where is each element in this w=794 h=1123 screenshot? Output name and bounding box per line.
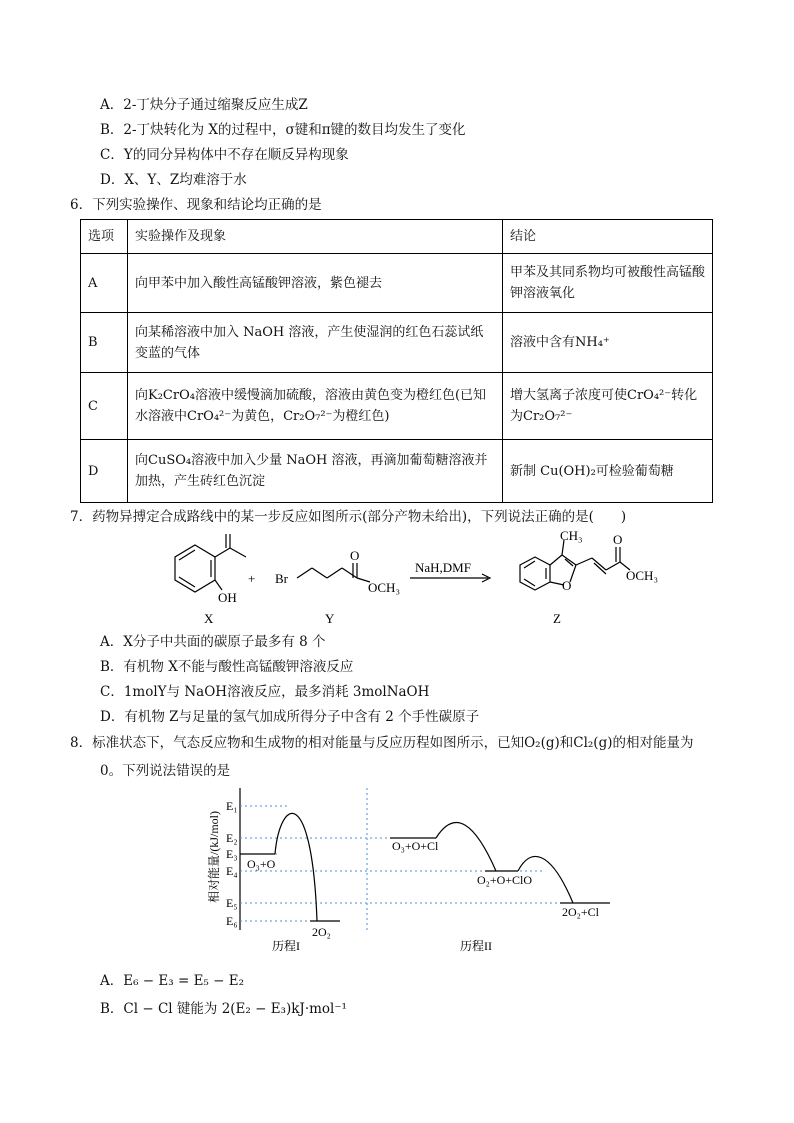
table-row bbox=[81, 440, 713, 503]
row-label: B bbox=[81, 313, 128, 373]
y-label: Y bbox=[325, 611, 335, 626]
q8-option-b: B．Cl − Cl 键能为 2(E₂ − E₃)kJ·mol⁻¹ bbox=[100, 1001, 347, 1017]
level-e4: E₄ bbox=[226, 864, 238, 878]
q8-option-a: A．E₆ − E₃ = E₅ − E₂ bbox=[100, 973, 244, 989]
row-conclusion: 甲苯及其同系物均可被酸性高锰酸钾溶液氧化 bbox=[503, 254, 713, 313]
row-label: C bbox=[81, 373, 128, 440]
z-label: Z bbox=[553, 611, 561, 626]
table-row bbox=[81, 254, 713, 313]
level-e5: E₅ bbox=[226, 896, 238, 910]
q7-option-b: B．有机物 X不能与酸性高锰酸钾溶液反应 bbox=[100, 659, 354, 675]
q5-option-b: B．2-丁炔转化为 X的过程中，σ键和π键的数目均发生了变化 bbox=[100, 122, 466, 138]
z-ring-o: O bbox=[562, 578, 572, 593]
row-operation: 向甲苯中加入酸性高锰酸钾溶液，紫色褪去 bbox=[128, 254, 503, 313]
level-e6: E₆ bbox=[226, 914, 238, 928]
q7-option-c: C．1molY与 NaOH溶液反应，最多消耗 3molNaOH bbox=[100, 684, 430, 700]
z-ch3: CH₃ bbox=[560, 530, 583, 543]
q6-stem: 6．下列实验操作、现象和结论均正确的是 bbox=[70, 197, 322, 213]
path2-label: 历程II bbox=[460, 939, 492, 953]
header-operation: 实验操作及现象 bbox=[128, 220, 503, 254]
species-o3-o: O₃+O bbox=[247, 857, 276, 871]
q6-table bbox=[80, 219, 713, 503]
row-operation: 向CuSO₄溶液中加入少量 NaOH 溶液，再滴加葡萄糖溶液并加热，产生砖红色沉淀 bbox=[128, 440, 503, 503]
row-label: D bbox=[81, 440, 128, 503]
row-operation: 向某稀溶液中加入 NaOH 溶液，产生使湿润的红色石蕊试纸变蓝的气体 bbox=[128, 313, 503, 373]
q5-option-a: A．2-丁炔分子通过缩聚反应生成Z bbox=[100, 97, 308, 113]
reagent-label: NaH,DMF bbox=[415, 560, 471, 575]
y-och3: OCH₃ bbox=[368, 580, 400, 595]
q7-option-a: A．X分子中共面的碳原子最多有 8 个 bbox=[100, 634, 326, 650]
level-e3: E₃ bbox=[226, 847, 238, 861]
q8-stem-line1: 8．标准状态下，气态反应物和生成物的相对能量与反应历程如图所示，已知O₂(g)和Cl₂(g)的相对能量为 bbox=[70, 735, 694, 751]
reaction-scheme bbox=[160, 530, 660, 630]
row-conclusion: 溶液中含有NH₄⁺ bbox=[503, 313, 713, 373]
x-benzene-ring bbox=[175, 545, 215, 592]
q5-option-c: C．Y的同分异构体中不存在顺反异构现象 bbox=[100, 147, 349, 163]
table-header-row bbox=[81, 220, 713, 254]
z-carbonyl-o: O bbox=[613, 532, 623, 547]
row-conclusion: 增大氢离子浓度可使CrO₄²⁻转化为Cr₂O₇²⁻ bbox=[503, 373, 713, 440]
level-e1: E₁ bbox=[226, 799, 238, 813]
br-label: Br bbox=[275, 571, 288, 586]
q7-stem: 7．药物异搏定合成路线中的某一步反应如图所示(部分产物未给出)，下列说法正确的是( ) bbox=[70, 509, 627, 525]
row-conclusion: 新制 Cu(OH)₂可检验葡萄糖 bbox=[503, 440, 713, 503]
z-och3: OCH₃ bbox=[626, 568, 658, 583]
energy-diagram bbox=[200, 788, 620, 958]
species-o2-o-clo: O₂+O+ClO bbox=[477, 873, 533, 887]
table-row bbox=[81, 313, 713, 373]
species-2o2: 2O₂ bbox=[312, 925, 331, 939]
path1-label: 历程I bbox=[272, 939, 300, 953]
q7-option-d: D．有机物 Z与足量的氢气加成所得分子中含有 2 个手性碳原子 bbox=[100, 709, 480, 725]
row-operation: 向K₂CrO₄溶液中缓慢滴加硫酸，溶液由黄色变为橙红色(已知水溶液中CrO₄²⁻为黄色，Cr₂O₇²⁻为橙红色) bbox=[128, 373, 503, 440]
level-e2: E₂ bbox=[226, 831, 238, 845]
q8-stem-line2: 0。下列说法错误的是 bbox=[100, 763, 231, 779]
q5-option-d: D．X、Y、Z均难溶于水 bbox=[100, 172, 247, 188]
x-label: X bbox=[204, 611, 214, 626]
y-axis-label: 相对能量/(kJ/mol) bbox=[207, 811, 221, 903]
species-2o2-cl: 2O₂+Cl bbox=[562, 905, 599, 919]
plus-sign: + bbox=[248, 571, 256, 586]
header-option: 选项 bbox=[81, 220, 128, 254]
header-conclusion: 结论 bbox=[503, 220, 713, 254]
table-row bbox=[81, 373, 713, 440]
row-label: A bbox=[81, 254, 128, 313]
species-o3-o-cl: O₃+O+Cl bbox=[392, 839, 439, 853]
y-carbonyl-o: O bbox=[350, 548, 360, 563]
oh-label: OH bbox=[218, 590, 237, 605]
